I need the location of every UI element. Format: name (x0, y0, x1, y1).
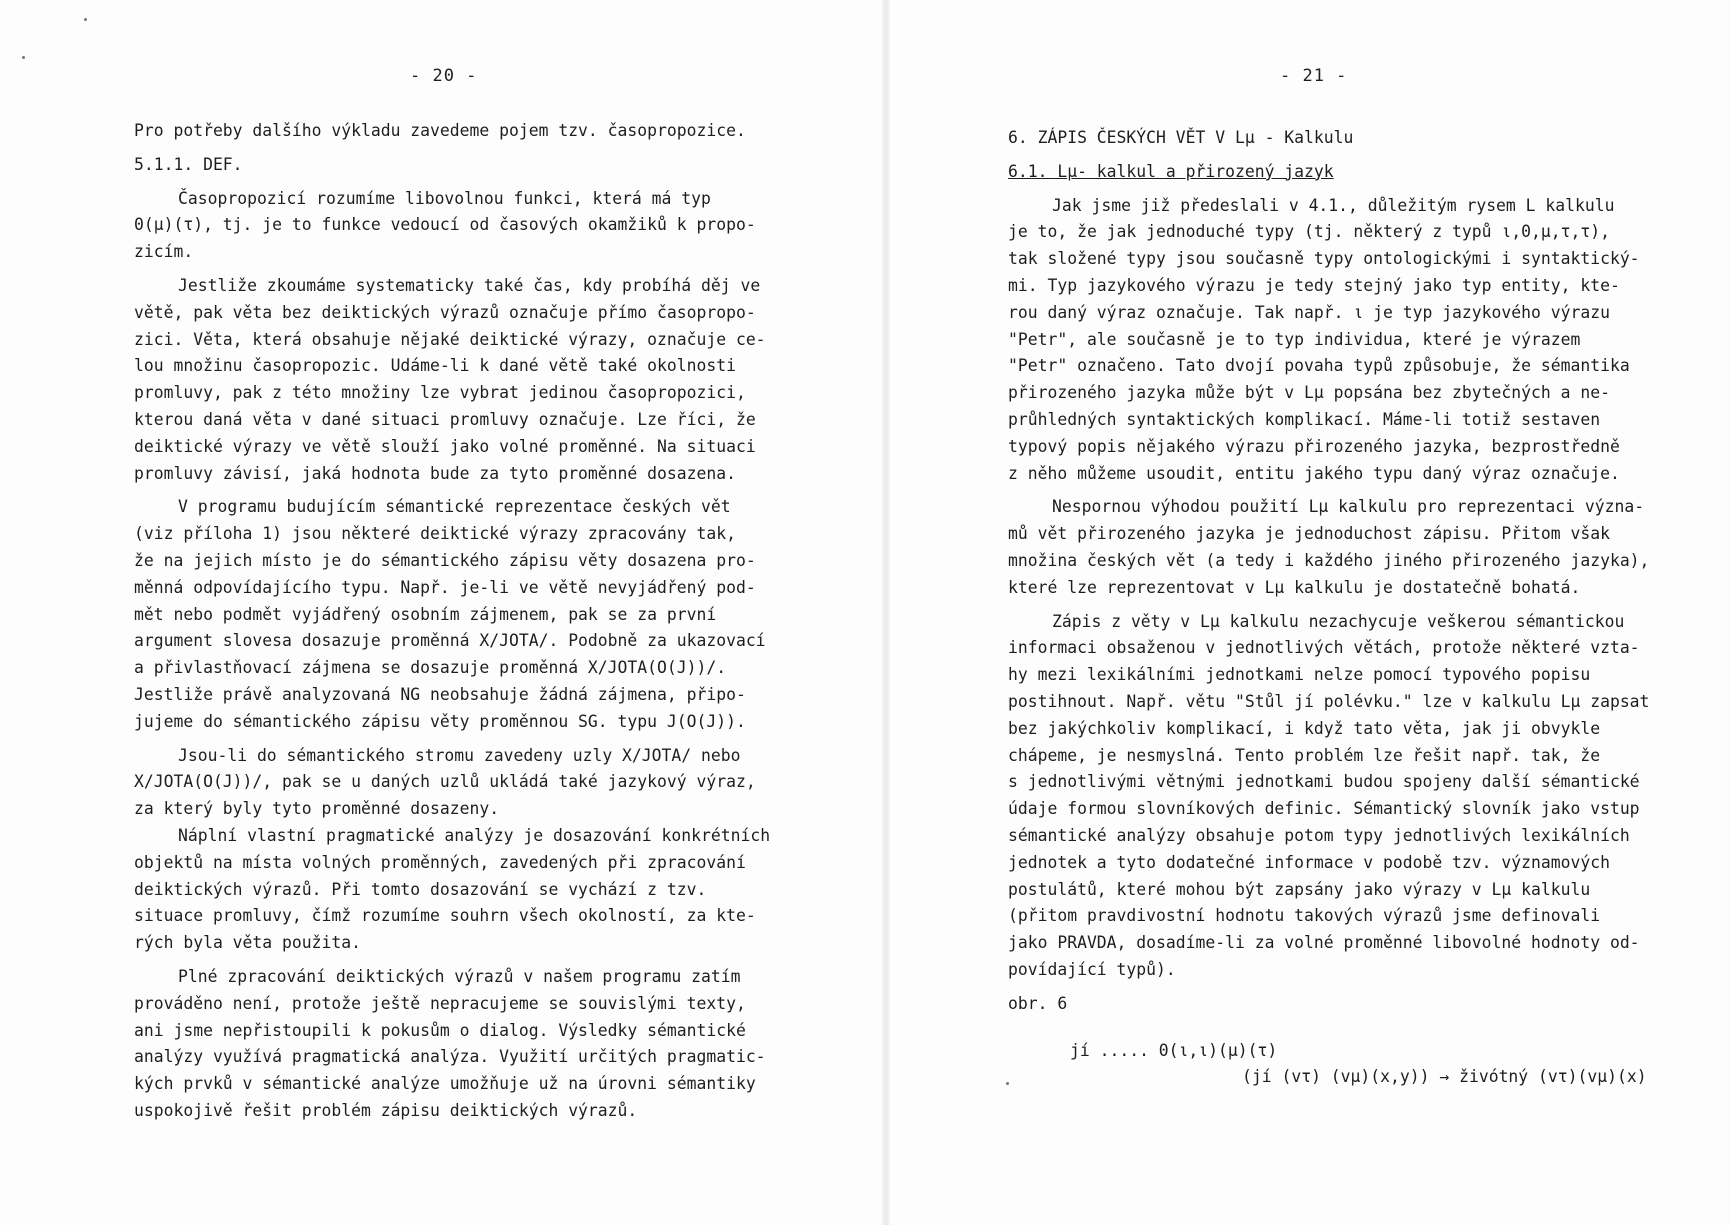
text-line: lou množinu časopropozic. Udáme-li k dané větě také okolnosti (134, 356, 736, 376)
text-line: (přitom pravdivostní hodnotu takových výrazů jsme definovali (1008, 906, 1601, 926)
text-line: promluvy, pak z této množiny lze vybrat jedinou časopropozici, (134, 383, 746, 403)
text-line: deiktické výrazy ve větě slouží jako volné proměnné. Na situaci (134, 436, 756, 456)
paragraph (134, 494, 854, 735)
paragraph (134, 743, 854, 823)
text-line: mi. Typ jazykového výrazu je tedy stejný jako typ entity, kte- (1008, 275, 1620, 295)
text-line: mět nebo podmět vyjádřený osobním zájmenem, pak se za první (134, 604, 717, 624)
text-line: prováděno není, protože ještě nepracujeme se souvislými texty, (134, 993, 746, 1013)
text-line: deiktických výrazů. Při tomto dosazování se vychází z tzv. (134, 879, 707, 899)
section-heading: 6.1. Lμ- kalkul a přirozený jazyk (1008, 161, 1334, 181)
text-line: přirozeného jazyka může být v Lμ popsána bez zbytečných a ne- (1008, 383, 1610, 403)
text-line: množina českých vět (a tedy i každého jiného přirozeného jazyka), (1008, 550, 1650, 570)
paragraph (1008, 609, 1698, 984)
paragraph (1008, 494, 1698, 601)
paragraph (134, 186, 854, 266)
section-text (1008, 193, 1698, 1018)
text-line: obr. 6 (1008, 993, 1068, 1013)
text-line: bez jakýchkoliv komplikací, i když tato věta, jak ji obvykle (1008, 718, 1601, 738)
text-line: že na jejich místo je do sémantického zápisu věty dosazena pro- (134, 550, 756, 570)
text-line: Náplní vlastní pragmatické analýzy je dosazování konkrétních (178, 825, 771, 845)
text-line: analýzy využívá pragmatická analýza. Využití určitých pragmatic- (134, 1047, 766, 1067)
text-line: V programu budujícím sémantické reprezentace českých vět (178, 497, 731, 517)
scan-speck (22, 56, 25, 59)
text-line: rou daný výraz označuje. Tak např. ι je typ jazykového výrazu (1008, 302, 1610, 322)
text-line: uspokojivě řešit problém zápisu deiktických výrazů. (134, 1100, 638, 1120)
paragraph (1008, 991, 1698, 1018)
text-line: zici. Věta, která obsahuje nějaké deiktické výrazy, označuje ce- (134, 329, 766, 349)
text-line: Nespornou výhodou použití Lμ kalkulu pro reprezentaci význa- (1052, 497, 1645, 517)
text-line: mů vět přirozeného jazyka je jednoduchost zápisu. Přitom však (1008, 524, 1610, 544)
scan-speck (84, 18, 87, 21)
text-line: chápeme, je nesmyslná. Tento problém lze řešit např. tak, že (1008, 745, 1601, 765)
scan-speck (1006, 1082, 1009, 1085)
text-line: Zápis z věty v Lμ kalkulu nezachycuje veškerou sémantickou (1052, 611, 1625, 631)
text-line: X/JOTA(O(J))/, pak se u daných uzlů ukládá také jazykový výraz, (134, 772, 756, 792)
text-line: povídající typů). (1008, 959, 1176, 979)
paragraph (134, 273, 854, 487)
formula (1070, 1038, 1698, 1092)
text-line: jako PRAVDA, dosadíme-li za volné proměnné libovolné hodnoty od- (1008, 933, 1640, 953)
text-line: zicím. (134, 242, 194, 262)
text-line: Plné zpracování deiktických výrazů v našem programu zatím (178, 966, 741, 986)
text-line: argument slovesa dosazuje proměnná X/JOTA/. Podobně za ukazovací (134, 631, 766, 651)
text-line: 5.1.1. DEF. (134, 154, 243, 174)
text-line: a přivlastňovací zájmena se dosazuje proměnná X/JOTA(O(J))/. (134, 658, 727, 678)
text-line: s jednotlivými větnými jednotkami budou spojeny další sémantické (1008, 772, 1640, 792)
text-line: postihnout. Např. větu "Stůl jí polévku." lze v kalkulu Lμ zapsat (1008, 691, 1650, 711)
text-line: typový popis nějakého výrazu přirozeného jazyka, bezprostředně (1008, 436, 1620, 456)
chapter-heading: 6. ZÁPIS ČESKÝCH VĚT V Lμ - Kalkulu (1008, 128, 1354, 147)
text-line: jujeme do sémantického zápisu věty proměnnou SG. typu J(O(J)). (134, 711, 746, 731)
paragraph (134, 152, 854, 179)
text-line: Jestliže právě analyzovaná NG neobsahuje žádná zájmena, připo- (134, 684, 746, 704)
page-body (1008, 125, 1698, 1091)
text-line: objektů na místa volných proměnných, zavedených při zpracování (134, 852, 746, 872)
text-line: postulátů, které mohou být zapsány jako výrazy v Lμ kalkulu (1008, 879, 1591, 899)
paragraph (134, 118, 854, 145)
paragraph (134, 964, 854, 1125)
text-line: Jsou-li do sémantického stromu zavedeny uzly X/JOTA/ nebo (178, 745, 741, 765)
text-line: průhledných syntaktických komplikací. Máme-li totiž sestaven (1008, 409, 1601, 429)
text-line: Časopropozicí rozumíme libovolnou funkci, která má typ (178, 188, 711, 208)
paragraph (1008, 193, 1698, 488)
text-line: 0(μ)(τ), tj. je to funkce vedoucí od časových okamžiků k propo- (134, 215, 756, 235)
text-line: Jak jsme již předeslali v 4.1., důležitým rysem L kalkulu (1052, 195, 1615, 215)
paragraph (134, 823, 854, 957)
text-line: situace promluvy, čímž rozumíme souhrn všech okolností, za kte- (134, 906, 756, 926)
text-line: jednotek a tyto dodatečné informace v podobě tzv. významových (1008, 852, 1610, 872)
book-gutter (882, 0, 890, 1225)
text-line: za který byly tyto proměnné dosazeny. (134, 799, 500, 819)
text-line: informaci obsaženou v jednotlivých větách, protože některé vzta- (1008, 638, 1640, 658)
text-line: kých prvků v sémantické analýze umožňuje už na úrovni sémantiky (134, 1074, 756, 1094)
page-body (134, 118, 854, 1125)
formula-line: (jí (vτ) (vμ)(x,y)) → živótný (vτ)(vμ)(x) (1242, 1067, 1647, 1087)
formula-line: jí ..... 0(ι,ι)(μ)(τ) (1070, 1040, 1278, 1060)
text-line: z něho můžeme usoudit, entitu jakého typu daný výraz označuje. (1008, 463, 1620, 483)
text-line: sémantické analýzy obsahuje potom typy jednotlivých lexikálních (1008, 825, 1630, 845)
text-line: hy mezi lexikálními jednotkami nelze pomocí typového popisu (1008, 665, 1591, 685)
text-line: rých byla věta použita. (134, 933, 361, 953)
text-line: větě, pak věta bez deiktických výrazů označuje přímo časopropo- (134, 302, 756, 322)
text-line: Pro potřeby dalšího výkladu zavedeme pojem tzv. časopropozice. (134, 121, 746, 140)
text-line: měnná odpovídajícího typu. Např. je-li ve větě nevyjádřený pod- (134, 577, 756, 597)
text-line: které lze reprezentovat v Lμ kalkulu je dostatečně bohatá. (1008, 577, 1581, 597)
text-line: "Petr", ale současně je to typ individua, které je výrazem (1008, 329, 1581, 349)
page-right (890, 0, 1730, 1225)
text-line: promluvy závisí, jaká hodnota bude za tyto proměnné dosazena. (134, 463, 736, 483)
text-line: ani jsme nepřistoupili k pokusům o dialog. Výsledky sémantické (134, 1020, 746, 1040)
text-line: Jestliže zkoumáme systematicky také čas, kdy probíhá děj ve (178, 275, 761, 295)
text-line: údaje formou slovníkových definic. Sémantický slovník jako vstup (1008, 799, 1640, 819)
text-line: tak složené typy jsou současně typy ontologickými i syntaktický- (1008, 249, 1640, 269)
text-line: kterou daná věta v dané situaci promluvy označuje. Lze říci, že (134, 409, 756, 429)
text-line: je to, že jak jednoduché typy (tj. některý z typů ι,0,μ,τ,τ), (1008, 222, 1610, 242)
text-line: "Petr" označeno. Tato dvojí povaha typů způsobuje, že sémantika (1008, 356, 1630, 376)
page-number: - 20 - (410, 66, 478, 86)
page-number: - 21 - (1280, 66, 1348, 86)
text-line: (viz příloha 1) jsou některé deiktické výrazy zpracovány tak, (134, 524, 736, 544)
